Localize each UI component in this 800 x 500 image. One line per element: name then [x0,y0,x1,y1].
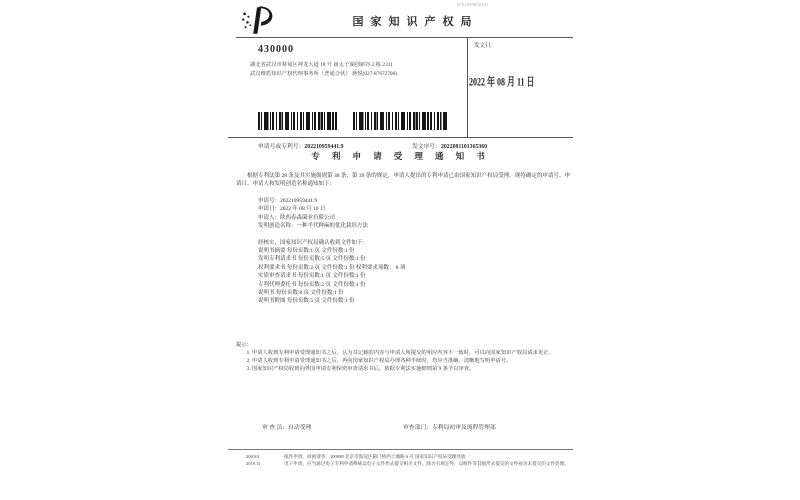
header-divider [236,37,573,38]
footer-line-2: 电子申请，应当通过电子专利申请系统以电子文件形式提交相关文件。除另有规定外，以纸件等其他形式提交的文件视为未提交的文件处理。 [284,461,569,466]
examiner-value: 自动受理 [288,425,312,431]
field-applicant: 申请人：陕西春森菌业有限公司 [258,214,336,221]
dispatch-date-label: 发文日： [474,43,497,49]
footer-form-code: 200101 [246,454,260,459]
address-line-2: 武汉维盾知识产权代理事务所（普通合伙） 蒋悦(027-87672700) [250,71,397,77]
field-application-date: 申请日：2022 年 08 月 10 日 [258,206,326,213]
application-number-barcode [258,112,338,130]
barcode-divider [228,137,573,138]
application-number-value: 202210959441.9 [304,144,344,150]
note-item-3: 3. 国家知识产权局收到向外国申请专利保密审查请求书后，依据专利法实施细则第 9 条予以审查。 [246,366,475,372]
field-application-number: 申请号：202210959441.9 [258,198,318,204]
received-intro: 经核实，国家知识产权局确认收到文件如下： [258,240,369,246]
field-invention-title: 发明创造名称：一种半代种麻的优化栽培方法 [258,222,369,229]
dispatch-serial-label: 发文序号： [412,144,441,150]
notice-title: 专 利 申 请 受 理 通 知 书 [311,151,490,161]
footer-revision-code: 2019.11 [246,461,261,466]
recipient-address [250,61,464,79]
document-item: 实质审查请求书 每份页数:1 页 文件份数:1 份 [258,273,366,280]
document-code: WX2209050101 [457,2,489,7]
footer-line-1: 纸件申请，回函请寄：100088 北京市海淀区蓟门桥西土城路 6 号 国家知识产权局受理处收 [284,454,466,459]
received-documents-list [258,247,570,306]
examiner-field [262,422,311,431]
department-value: 专利局初审及流程管理部 [432,425,496,431]
application-number [258,141,344,150]
serial-number-barcode [353,112,448,130]
address-line-1: 湖北省武汉市蔡甸区神龙大道 18 号 南太子湖创新谷 2 栋 2311 [250,62,393,68]
application-fields [258,197,570,230]
document-item: 说明书 每份页数:8 页 文件份数:1 份 [258,290,344,297]
document-item: 发明专利请求书 每份页数:5 页 文件份数:1 份 [258,256,366,263]
dispatch-date-value: 2022 年 08 月 11 日 [469,75,535,89]
authority-title: 国家知识产权局 [352,16,479,28]
postal-code: 430000 [258,44,294,55]
footer-notes [246,453,571,467]
examiner-label: 审 查 员： [262,425,289,431]
note-item-2: 2. 申请人收到专利申请受理通知书之后，再向国家知识产权局办理各种手续时，均应当准确、清晰地写明申请号。 [246,358,512,364]
notes-section [236,341,570,373]
department-field [403,422,496,431]
notes-title: 提示： [236,342,252,348]
dispatch-box-divider [467,37,468,137]
application-number-label: 申请号或专利号： [258,144,305,150]
document-item: 说明书附图 每份页数:5 页 文件份数:1 份 [258,298,355,305]
note-item-1: 1. 申请人收到专利申请受理通知书之后，认为其记载的内容与申请人所提交的相应内容不一致时，可以向国家知识产权局请求更正。 [246,350,554,356]
department-label: 审查部门： [403,425,432,431]
document-item: 权利要求书 每份页数:2 页 文件份数:1 份 权利要求项数： 8 项 [258,264,406,271]
document-sheet [228,0,573,500]
document-item: 专利代理委托书 每份页数:2 页 文件份数:1 份 [258,281,366,288]
dispatch-serial-value: 2022081101365360 [441,144,488,150]
footer-divider [228,449,573,450]
intro-paragraph: 根据专利法第 28 条及其实施细则第 38 条、第 39 条的规定，申请人提出的专利申请已由国家知识产权局受理。现将确定的申请号、申请日、申请人和发明创造名称通知如下： [236,173,570,188]
document-item: 说明书摘要 每份页数:1 页 文件份数:1 份 [258,248,355,254]
dispatch-serial [412,141,487,150]
